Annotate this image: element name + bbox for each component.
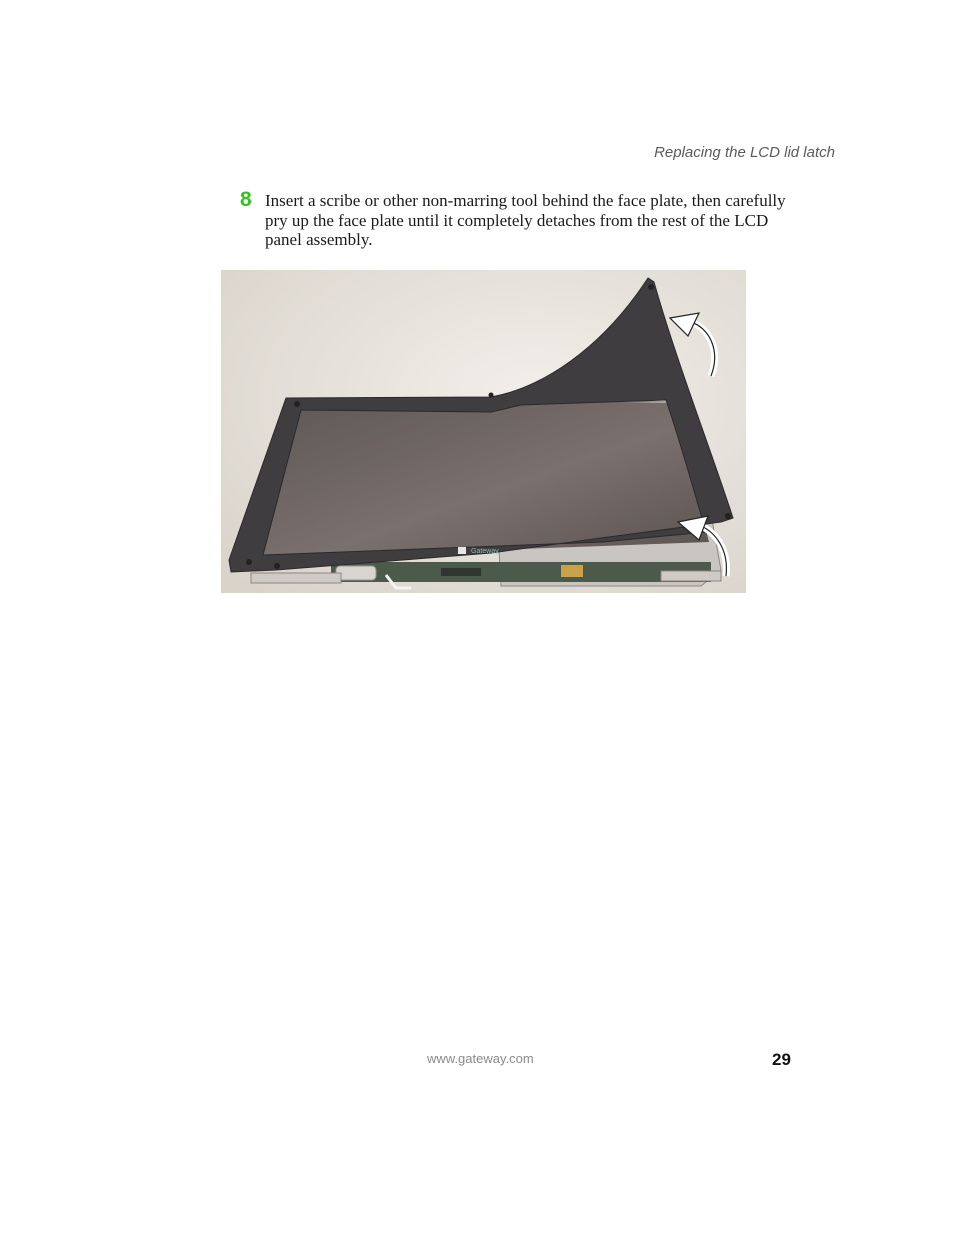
inverter-component xyxy=(561,565,583,577)
page-number: 29 xyxy=(772,1050,791,1069)
bezel-screw xyxy=(648,284,654,290)
bezel-screw xyxy=(725,513,731,519)
running-header: Replacing the LCD lid latch xyxy=(654,144,835,161)
bezel-screw xyxy=(246,559,252,565)
photo-illustration xyxy=(221,270,746,593)
footer-url: www.gateway.com xyxy=(427,1051,534,1066)
step-instruction-text: Insert a scribe or other non-marring tool behind the face plate, then carefully pry up the face plate until it completely detaches from the rest of the LCD panel assembly. xyxy=(265,191,786,249)
bezel-screw xyxy=(294,401,300,407)
gateway-logo-icon xyxy=(458,547,466,554)
cable-connector xyxy=(336,566,376,580)
step-number: 8 xyxy=(240,188,252,211)
bezel-screw xyxy=(274,563,280,569)
brand-logo-text: Gateway xyxy=(471,548,499,555)
lcd-face-plate-photo xyxy=(221,270,746,593)
